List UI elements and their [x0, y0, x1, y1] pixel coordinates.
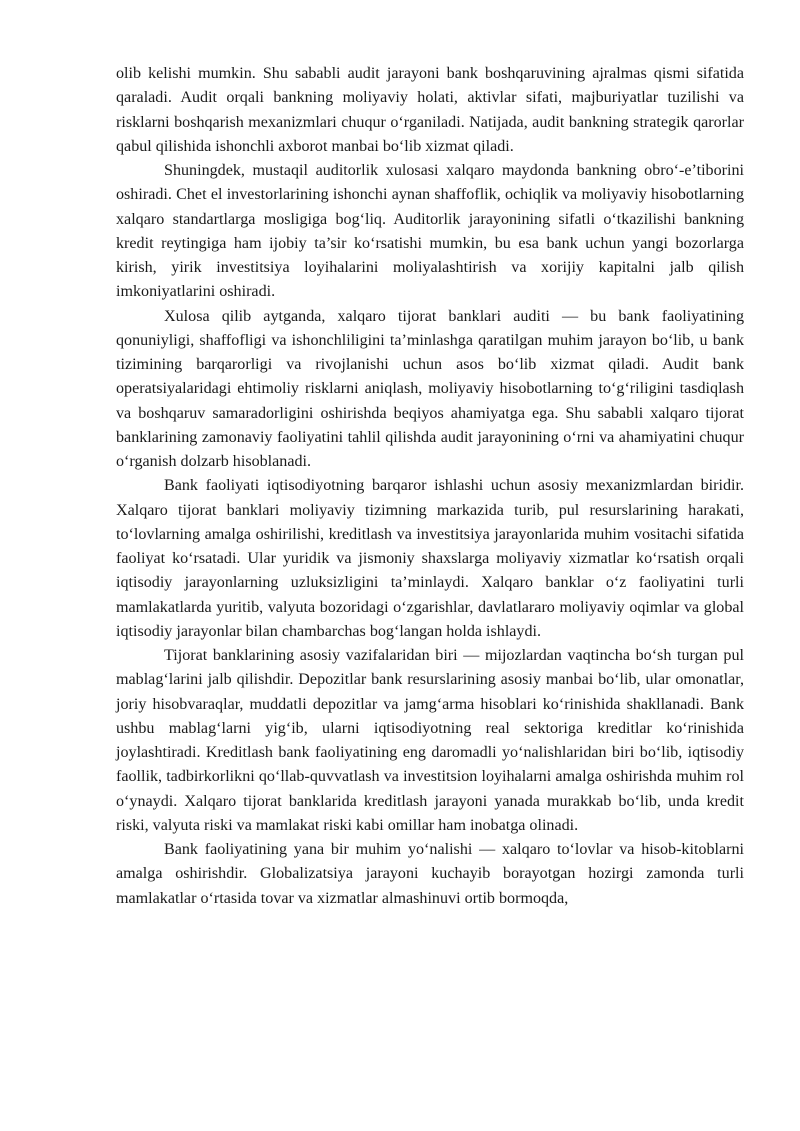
paragraph-6: Bank faoliyatining yana bir muhim yo‘nalishi — xalqaro to‘lovlar va hisob-kitoblarni amalga oshirishdir. Globalizatsiya jarayoni kuchayib borayotgan hozirgi zamonda turli mamlakatlar o‘rtasida tovar va xizmatlar almashinuvi ortib bormoqda, [116, 841, 744, 907]
paragraph-4: Bank faoliyati iqtisodiyotning barqaror ishlashi uchun asosiy mexanizmlardan biridir. Xalqaro tijorat banklari moliyaviy tizimning markazida turib, pul resurslarining harakati, to‘lovlarning amalga oshirilishi, kreditlash va investitsiya jarayonlarida muhim vositachi sifatida faoliyat ko‘rsatadi. Ular yuridik va jismoniy shaxslarga moliyaviy xizmatlar ko‘rsatish orqali iqtisodiy jarayonlarning uzluksizligini ta’minlaydi. Xalqaro banklar o‘z faoliyatini turli mamlakatlarda yuritib, valyuta bozoridagi o‘zgarishlar, davlatlararo moliyaviy oqimlar va global iqtisodiy jarayonlar bilan chambarchas bog‘langan holda ishlaydi. [116, 477, 744, 640]
paragraph-3: Xulosa qilib aytganda, xalqaro tijorat banklari auditi — bu bank faoliyatining qonuniyligi, shaffofligi va ishonchliligini ta’minlashga qaratilgan muhim jarayon bo‘lib, u bank tizimining barqarorligi va rivojlanishi uchun asos bo‘lib xizmat qiladi. Audit bank operatsiyalaridagi ehtimoliy risklarni aniqlash, moliyaviy hisobotlarning to‘g‘riligini tasdiqlash va boshqaruv samaradorligini oshirishda beqiyos ahamiyatga ega. Shu sababli xalqaro tijorat banklarining zamonaviy faoliyatini tahlil qilishda audit jarayonining o‘rni va ahamiyatini chuqur o‘rganish dolzarb hisoblanadi. [116, 307, 744, 470]
paragraph-1: olib kelishi mumkin. Shu sababli audit jarayoni bank boshqaruvining ajralmas qismi sifatida qaraladi. Audit orqali bankning moliyaviy holati, aktivlar sifati, majburiyatlar tuzilishi va risklarni boshqarish mexanizmlari chuqur o‘rganiladi. Natijada, audit bankning strategik qarorlar qabul qilishida ishonchli axborot manbai bo‘lib xizmat qiladi. [116, 65, 744, 155]
document-page [116, 62, 744, 911]
paragraph-2: Shuningdek, mustaqil auditorlik xulosasi xalqaro maydonda bankning obro‘-e’tiborini oshiradi. Chet el investorlarining ishonchi aynan shaffoflik, ochiqlik va moliyaviy hisobotlarning xalqaro standartlarga mosligiga bog‘liq. Auditorlik jarayonining sifatli o‘tkazilishi bankning kredit reytingiga ham ijobiy ta’sir ko‘rsatishi mumkin, bu esa bank uchun yangi bozorlarga kirish, yirik investitsiya loyihalarini moliyalashtirish va xorijiy kapitalni jalb qilish imkoniyatlarini oshiradi. [116, 162, 744, 301]
paragraph-5: Tijorat banklarining asosiy vazifalaridan biri — mijozlardan vaqtincha bo‘sh turgan pul mablag‘larini jalb qilishdir. Depozitlar bank resurslarining asosiy manbai bo‘lib, ular omonatlar, joriy hisobvaraqlar, muddatli depozitlar va jamg‘arma hisoblari ko‘rinishida shakllanadi. Bank ushbu mablag‘larni yig‘ib, ularni iqtisodiyotning real sektoriga kreditlar ko‘rinishida joylashtiradi. Kreditlash bank faoliyatining eng daromadli yo‘nalishlaridan biri bo‘lib, iqtisodiy faollik, tadbirkorlikni qo‘llab-quvvatlash va investitsion loyihalarni amalga oshirishda muhim rol o‘ynaydi. Xalqaro tijorat banklarida kreditlash jarayoni yanada murakkab bo‘lib, unda kredit riski, valyuta riski va mamlakat riski kabi omillar ham inobatga olinadi. [116, 647, 744, 834]
